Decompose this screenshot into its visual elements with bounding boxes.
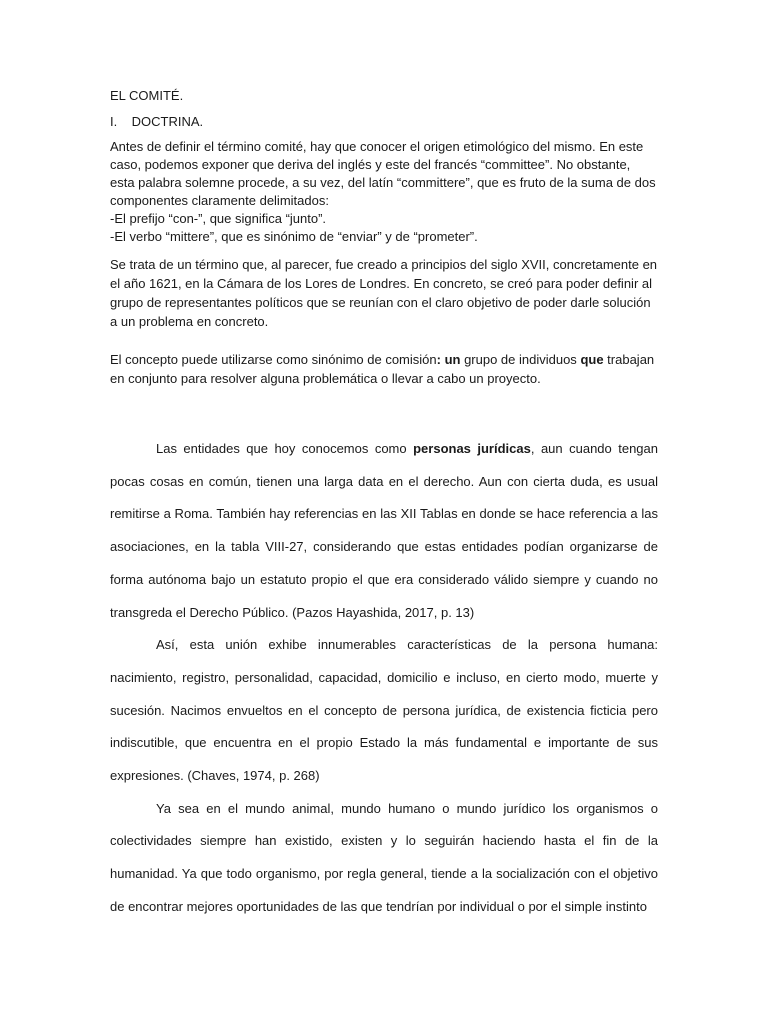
concept-text: grupo de individuos — [460, 352, 581, 367]
paragraph-personas-juridicas — [110, 433, 658, 629]
concept-text: El concepto puede utilizarse como sinónimo de comisión — [110, 352, 437, 367]
section-heading — [110, 113, 658, 131]
section-label: DOCTRINA. — [131, 114, 204, 129]
document-title: EL COMITÉ. — [110, 88, 184, 103]
intro-paragraph — [110, 138, 658, 246]
intro-line: esta palabra solemne procede, a su vez, del latín “committere”, que es fruto de la suma de dos — [110, 175, 656, 190]
body-paragraphs — [110, 433, 658, 924]
history-line: Se trata de un término que, al parecer, fue creado a principios del siglo XVII, concretamente en — [110, 257, 658, 272]
concept-text: trabajan — [603, 352, 655, 367]
history-line: el año 1621, en la Cámara de los Lores de Londres. En concreto, se creó para poder definir al — [110, 276, 653, 291]
paragraph-text: , aun cuando tengan pocas cosas en común, tienen una larga data en el derecho. Aun con cierta duda, es usual remitirse a Roma. También hay referencias en las XII Tablas en donde se hace referencia a las asociaciones, en la tabla VIII-27, considerando que estas entidades podían organizarse de forma autónoma bajo un estatuto propio el que era considerado válido siempre y cuando no transgreda el Derecho Público. (Pazos Hayashida, 2017, p. 13) — [110, 441, 658, 620]
paragraph-caracteristicas: Así, esta unión exhibe innumerables características de la persona humana: nacimiento, registro, personalidad, capacidad, domicilio e incluso, en cierto modo, muerte y sucesión. Nacimos envueltos en el concepto de persona jurídica, de existencia ficticia pero indiscutible, que encuentra en el propio Estado la más fundamental e importante de sus expresiones. (Chaves, 1974, p. 268) — [110, 637, 658, 784]
concept-paragraph — [110, 350, 658, 388]
concept-line-1 — [110, 350, 658, 369]
prefix-definition: -El prefijo “con-”, que significa “junto”. — [110, 211, 327, 226]
intro-line: Antes de definir el término comité, hay que conocer el origen etimológico del mismo. En este — [110, 139, 644, 154]
section-number: I. — [110, 114, 118, 129]
intro-line: caso, podemos exponer que deriva del inglés y este del francés “committee”. No obstante, — [110, 157, 631, 172]
concept-line-2: en conjunto para resolver alguna problemática o llevar a cabo un proyecto. — [110, 371, 541, 386]
history-line: a un problema en concreto. — [110, 314, 269, 329]
paragraph-bold-text: personas jurídicas — [413, 441, 531, 456]
history-paragraph — [110, 255, 658, 331]
history-line: grupo de representantes políticos que se reunían con el claro objetivo de poder darle solución — [110, 295, 651, 310]
paragraph-organismos: Ya sea en el mundo animal, mundo humano o mundo jurídico los organismos o colectividades siempre han existido, existen y lo seguirán haciendo hasta el fin de la humanidad. Ya que todo organismo, por regla general, tiende a la socialización con el objetivo de encontrar mejores oportunidades de las que tendrían por individual o por el simple instinto — [110, 800, 658, 914]
concept-bold-text: que — [580, 352, 604, 367]
concept-bold-text: : un — [436, 352, 461, 367]
verb-definition: -El verbo “mittere”, que es sinónimo de “enviar” y de “prometer”. — [110, 229, 478, 244]
intro-line: componentes claramente delimitados: — [110, 193, 329, 208]
paragraph-text: Las entidades que hoy conocemos como — [156, 441, 414, 456]
